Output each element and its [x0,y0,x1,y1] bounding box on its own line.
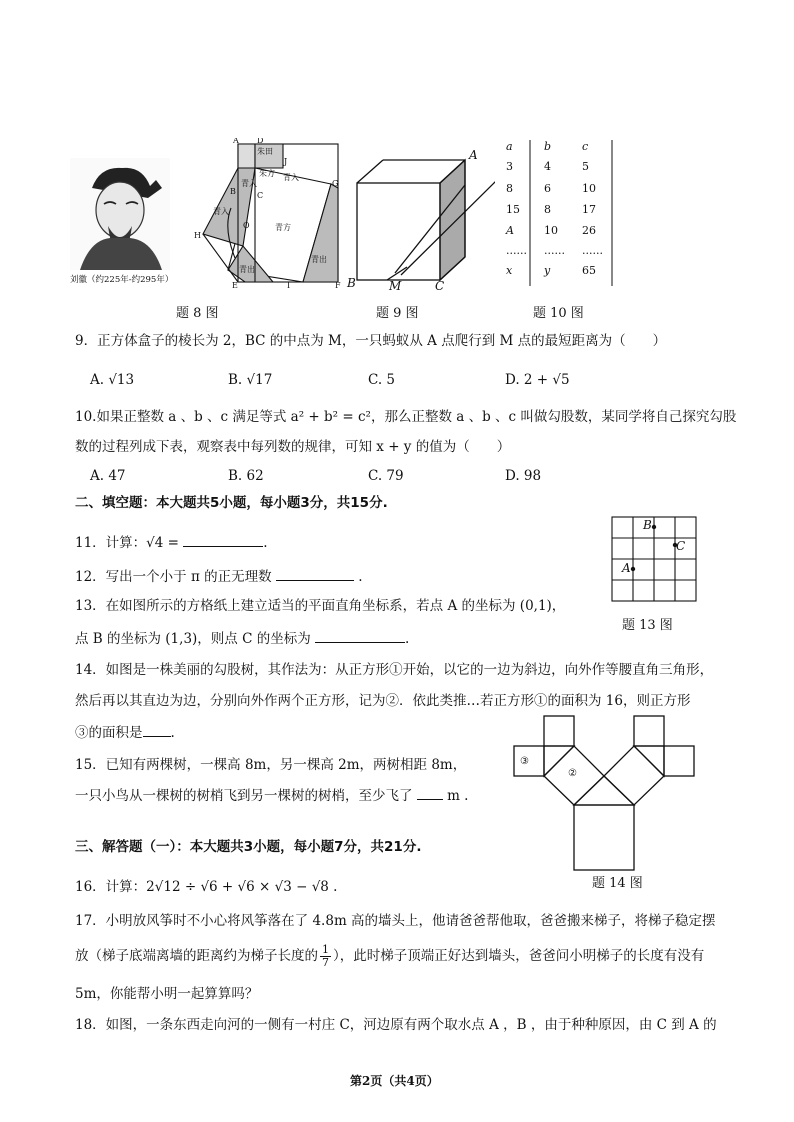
q9-option-a[interactable]: A. √13 [90,372,135,388]
fig13-label-a: A [622,561,631,575]
q14-line1: 14．如图是一株美丽的勾股树，其作法为：从正方形①开始，以它的一边为斜边，向外作等腰直角三角形， [75,662,714,678]
fig8-label-qingchu1: 青出 [311,255,327,264]
fig10-col-a-cell: 8 [506,182,513,195]
fig8-label-h: H [194,231,201,240]
q14-line3 [75,722,175,742]
q13-line2-prefix: 点 B 的坐标为 (1,3)，则点 C 的坐标为 [75,631,311,647]
q14-suffix: . [170,725,175,741]
q13-suffix: . [405,631,410,647]
fig10-col-b-cell: y [544,264,551,277]
fig10-col-b-cell: 6 [544,182,551,195]
q14-line3-prefix: ③的面积是 [75,725,143,741]
q17-fraction [320,944,331,969]
fig8-label-o: O [243,221,250,230]
fig10-col-c-cell: 5 [582,160,589,173]
fig9-label-a: A [469,148,478,162]
fig10-col-a-cell: 3 [506,160,513,173]
q17-line2-a: 放（梯子底端离墙的距离约为梯子长度的 [75,948,318,964]
q10-option-b[interactable]: B. 62 [228,468,264,484]
fig8-label-zhutian: 朱田 [257,147,273,156]
fig10-col-c-cell: 10 [582,182,596,195]
fig10-col-c-cell: 65 [582,264,596,277]
q17-line1: 17．小明放风筝时不小心将风筝落在了 4.8m 高的墙头上，他请爸爸帮他取，爸爸搬来梯子，将梯子稳定摆 [75,913,716,929]
q12-prefix: 12．写出一个小于 π 的正无理数 [75,569,272,585]
caption-8: 题 8 图 [176,306,219,321]
fig8-label-chuang1: 青入 [283,173,299,182]
fig8-label-a: A [233,138,239,145]
q14-answer-blank[interactable] [143,722,171,737]
fig10-col-b-cell: b [544,140,552,153]
q16-text: 16．计算：2√12 ÷ √6 + √6 × √3 − √8 . [75,879,338,895]
q9-option-b[interactable]: B. √17 [228,372,273,388]
q10-line1: 10.如果正整数 a 、b 、c 满足等式 a² + b² = c²，那么正整数 a 、b 、c 叫做勾股数，某同学将自己探究勾股 [75,409,737,425]
liu-hui-portrait [70,158,170,270]
fig8-label-qingfang: 青方 [275,223,291,232]
fig8-label-j: J [284,157,288,166]
fig13-label-b: B [643,518,652,532]
q15-line2 [75,785,468,805]
q17-line2 [75,944,704,969]
fig8-label-f: F [335,281,341,288]
q15-line1: 15．已知有两棵树，一棵高 8m，另一棵高 2m，两树相距 8m， [75,757,467,773]
fig10-col-a-cell: 15 [506,203,520,216]
q10-option-d[interactable]: D. 98 [505,468,542,484]
figure-8-diagram [183,138,348,288]
caption-13: 题 13 图 [622,618,673,633]
fig13-label-c: C [676,539,686,553]
caption-10: 题 10 图 [533,306,584,321]
caption-14: 题 14 图 [592,876,643,891]
q15-suffix: m . [447,788,469,804]
q11-answer-blank[interactable] [183,532,263,547]
fig8-label-d: D [257,138,264,145]
fig10-col-a-cell: A [506,224,514,237]
q14-line2: 然后再以其直边为边，分别向外作两个正方形，记为②．依此类推…若正方形①的面积为 16，则正方形 [75,693,691,709]
q9-option-d[interactable]: D. 2 + √5 [505,372,570,388]
fig8-label-chuang3: 青入 [213,207,229,216]
section-3-heading: 三、解答题（一）：本大题共3小题，每小题7分，共21分. [75,839,422,855]
q10-option-a[interactable]: A. 47 [90,468,126,484]
fig10-col-c-cell: 26 [582,224,596,237]
fig8-label-b: B [230,187,236,196]
fig14-label-3: ③ [520,756,529,767]
fig8-label-zhufang: 朱方 [259,169,275,178]
q12-suffix: . [358,569,363,585]
q9-option-c[interactable]: C. 5 [368,372,396,388]
q10-option-c[interactable]: C. 79 [368,468,404,484]
fig8-label-c: C [257,191,264,200]
q10-line2: 数的过程列成下表，观察表中每列数的规律，可知 x + y 的值为（ ） [75,439,511,455]
q13-line2 [75,628,409,648]
fig10-col-b-cell: ...... [544,244,565,257]
page-footer: 第2页（共4页） [350,1074,439,1088]
q12-line [75,566,363,586]
caption-9: 题 9 图 [376,306,419,321]
q18-text: 18．如图，一条东西走向河的一侧有一村庄 C，河边原有两个取水点 A ，B ，由于种种原因，由 C 到 A 的 [75,1017,717,1033]
q17-frac-num: 1 [322,943,329,956]
fig9-label-c: C [435,279,445,290]
q11-prefix: 11．计算：√4 = [75,535,179,551]
q17-line2-b: ），此时梯子顶端正好达到墙头，爸爸问小明梯子的长度有没有 [333,948,705,964]
fig9-label-b: B [347,276,356,290]
q11-line [75,532,268,552]
fig10-col-a-cell: x [506,264,513,277]
q13-answer-blank[interactable] [315,628,405,643]
q12-answer-blank[interactable] [276,566,354,581]
figure-9-cube [345,145,495,290]
fig8-label-g: G [332,179,339,188]
fig8-label-chuang2: 青入 [241,179,257,188]
fig8-label-i: I [287,281,291,288]
q17-frac-den: 7 [322,956,329,969]
q15-line2-prefix: 一只小鸟从一棵树的树梢飞到另一棵树的树梢，至少飞了 [75,788,413,804]
fig10-col-b-cell: 4 [544,160,551,173]
figure-14-pythagoras-tree [508,710,708,872]
fig10-col-a-cell: a [506,140,513,153]
fig10-col-c-cell: 17 [582,203,596,216]
fig9-label-m: M [389,279,402,290]
fig10-col-a-cell: ...... [506,244,527,257]
fig8-label-qingchu2: 青出 [239,265,255,274]
q15-answer-blank[interactable] [417,785,443,800]
section-2-heading: 二、填空题：本大题共5小题，每小题3分，共15分. [75,495,388,511]
q11-suffix: . [263,535,268,551]
fig10-col-c-cell: c [582,140,589,153]
portrait-caption: 刘徽（约225年-约295年） [70,275,174,285]
fig10-col-b-cell: 8 [544,203,551,216]
q17-line3: 5m，你能帮小明一起算算吗？ [75,986,259,1002]
q13-line1: 13．在如图所示的方格纸上建立适当的平面直角坐标系，若点 A 的坐标为 (0,1)， [75,598,566,614]
fig10-col-c-cell: ...... [582,244,603,257]
fig8-label-e: E [232,281,238,288]
fig10-col-b-cell: 10 [544,224,558,237]
figure-13-grid [610,515,700,605]
figure-10-table [494,138,619,288]
q9-text: 9．正方体盒子的棱长为 2，BC 的中点为 M，一只蚂蚁从 A 点爬行到 M 点的最短距离为（ ） [75,333,667,349]
fig14-label-2: ② [568,768,577,779]
